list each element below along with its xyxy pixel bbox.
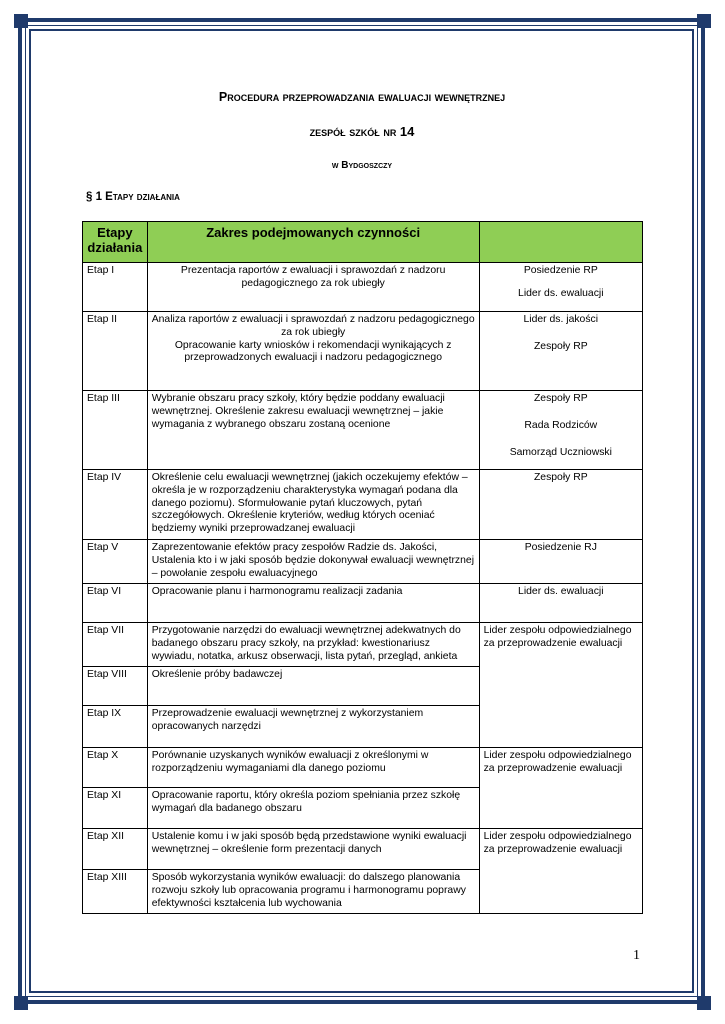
scope-cell — [147, 312, 479, 391]
responsible-text: Lider ds. jakości — [523, 314, 599, 325]
page-number: 1 — [633, 948, 640, 963]
stage-cell: Etap VIII — [83, 667, 148, 706]
responsible-text: Lider ds. ewaluacji — [518, 287, 604, 299]
table-row — [83, 623, 643, 667]
scope-cell: Określenie celu ewaluacji wewnętrznej (jakich oczekujemy efektów – określa je w rozporządzeniu charakterystyka wymagań podana dla danego poziomu). Sformułowanie pytań kluczowych, pytań szczegółowych. Określenie kryteriów, według których oceniać będziemy wyniki przeprowadzanej ewaluacji — [147, 470, 479, 540]
responsible-cell: Lider ds. ewaluacji — [479, 584, 642, 623]
column-header-scope: Zakres podejmowanych czynności — [147, 222, 479, 263]
responsible-cell: Lider zespołu odpowiedzialnego za przeprowadzenie ewaluacji — [479, 829, 642, 914]
stage-cell: Etap XII — [83, 829, 148, 870]
responsible-cell: Zespoły RP — [479, 470, 642, 540]
corner-ornament — [14, 996, 28, 1010]
scope-text: Analiza raportów z ewaluacji i sprawozdań z nadzoru pedagogicznego za rok ubiegły — [151, 314, 475, 338]
stage-cell: Etap II — [83, 312, 148, 391]
procedure-table — [82, 221, 643, 914]
table-row — [83, 540, 643, 584]
corner-ornament — [14, 14, 28, 28]
section-heading: § 1 Etapy działania — [86, 191, 180, 203]
scope-cell: Porównanie uzyskanych wyników ewaluacji z określonymi w rozporządzeniu wymaganiami dla danego poziomu — [147, 748, 479, 788]
table-row — [83, 312, 643, 391]
scope-text: Opracowanie karty wniosków i rekomendacji wynikających z przeprowadzonych ewaluacji i nadzoru pedagogicznego — [174, 339, 452, 364]
column-header-responsible — [479, 222, 642, 263]
table-row — [83, 748, 643, 788]
table-row — [83, 470, 643, 540]
responsible-cell — [479, 263, 642, 312]
school-name: zespół szkół nr 14 — [309, 124, 415, 139]
school-city: w Bydgoszczy — [331, 160, 393, 171]
stage-cell: Etap XI — [83, 788, 148, 829]
responsible-cell: Lider zespołu odpowiedzialnego za przeprowadzenie ewaluacji — [479, 748, 642, 829]
stage-cell: Etap III — [83, 391, 148, 470]
scope-cell: Prezentacja raportów z ewaluacji i sprawozdań z nadzoru pedagogicznego za rok ubiegły — [147, 263, 479, 312]
stage-cell: Etap X — [83, 748, 148, 788]
responsible-text: Posiedzenie RP — [523, 265, 598, 276]
corner-ornament — [697, 14, 711, 28]
table-row — [83, 263, 643, 312]
scope-cell: Wybranie obszaru pracy szkoły, który będzie poddany ewaluacji wewnętrznej. Określenie zakresu ewaluacji wewnętrznej – jakie wymagania z wybranego obszaru zostaną ocenione — [147, 391, 479, 470]
table-header-row — [83, 222, 643, 263]
table-row — [83, 829, 643, 870]
scope-cell: Opracowanie planu i harmonogramu realizacji zadania — [147, 584, 479, 623]
document-title: Procedura przeprowadzania ewaluacji wewnętrznej — [218, 90, 506, 104]
stage-cell: Etap V — [83, 540, 148, 584]
responsible-text: Zespoły RP — [533, 393, 588, 404]
scope-cell: Opracowanie raportu, który określa poziom spełniania przez szkołę wymagań dla badanego obszaru — [147, 788, 479, 829]
responsible-text: Zespoły RP — [533, 340, 588, 352]
scope-cell: Zaprezentowanie efektów pracy zespołów Radzie ds. Jakości, Ustalenia kto i w jaki sposób będzie dokonywał ewaluacji wewnętrznej – powołanie zespołu ewaluacyjnego — [147, 540, 479, 584]
stage-cell: Etap VII — [83, 623, 148, 667]
responsible-cell: Posiedzenie RJ — [479, 540, 642, 584]
scope-cell: Ustalenie komu i w jaki sposób będą przedstawione wyniki ewaluacji wewnętrznej – określenie form prezentacji danych — [147, 829, 479, 870]
scope-cell: Określenie próby badawczej — [147, 667, 479, 706]
responsible-text: Rada Rodziców — [524, 419, 598, 431]
stage-cell: Etap IV — [83, 470, 148, 540]
responsible-cell — [479, 312, 642, 391]
scope-cell: Sposób wykorzystania wyników ewaluacji: do dalszego planowania rozwoju szkoły lub opracowania programu i harmonogramu poprawy efektywności kształcenia lub wychowania — [147, 870, 479, 914]
stage-cell: Etap IX — [83, 706, 148, 748]
scope-cell: Przeprowadzenie ewaluacji wewnętrznej z wykorzystaniem opracowanych narzędzi — [147, 706, 479, 748]
responsible-cell: Lider zespołu odpowiedzialnego za przeprowadzenie ewaluacji — [479, 623, 642, 748]
stage-cell: Etap I — [83, 263, 148, 312]
responsible-cell — [479, 391, 642, 470]
column-header-stage: Etapy działania — [83, 222, 148, 263]
responsible-text: Samorząd Uczniowski — [509, 446, 612, 458]
table-row — [83, 584, 643, 623]
corner-ornament — [697, 996, 711, 1010]
scope-cell: Przygotowanie narzędzi do ewaluacji wewnętrznej adekwatnych do badanego obszaru pracy szkoły, na przykład: kwestionariusz wywiadu, notatka, arkusz obserwacji, lista pytań, przegląd, ankieta — [147, 623, 479, 667]
stage-cell: Etap VI — [83, 584, 148, 623]
stage-cell: Etap XIII — [83, 870, 148, 914]
table-row — [83, 391, 643, 470]
